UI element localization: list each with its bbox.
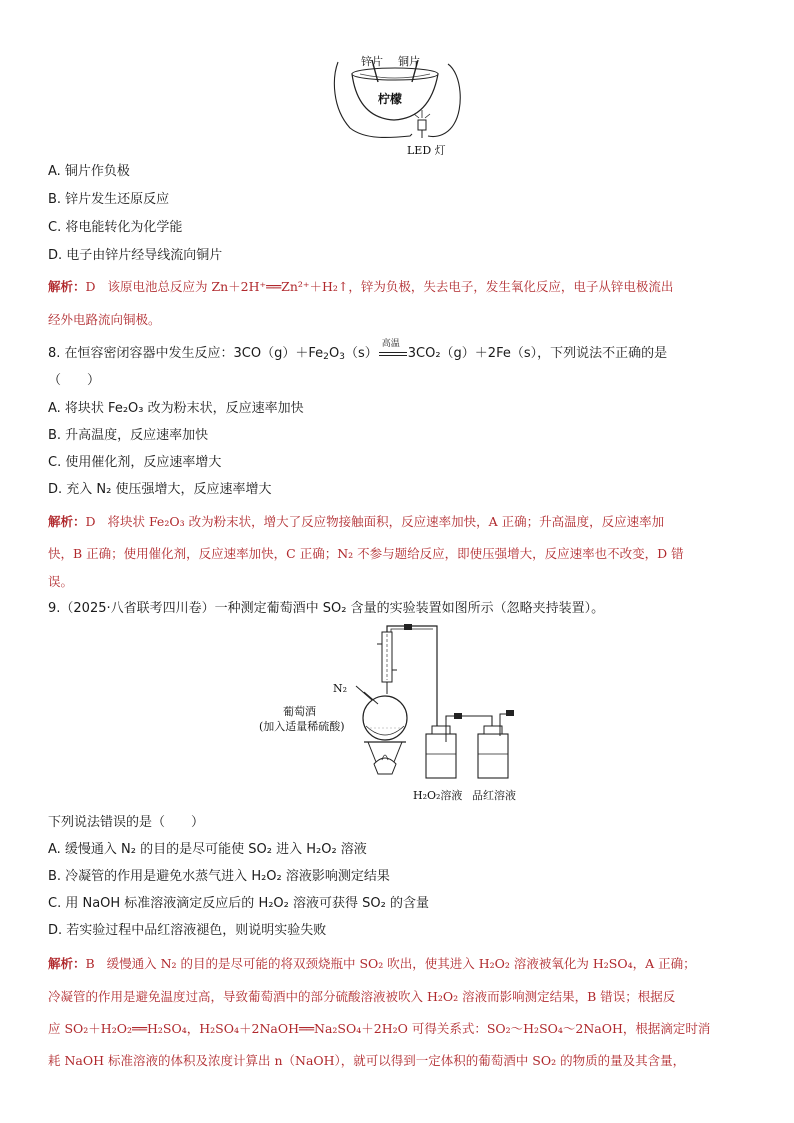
q9-analysis-line3: 应 SO₂＋H₂O₂══H₂SO₄，H₂SO₄＋2NaOH══Na₂SO₄＋2H₂O 可得关系式：SO₂～H₂SO₄～2NaOH，根据滴定时消 <box>48 1021 711 1036</box>
q7-option-d: D. 电子由锌片经导线流向铜片 <box>48 248 223 263</box>
q8-answer: D <box>85 514 96 529</box>
q7-analysis-text1: 该原电池总反应为 Zn＋2H⁺══Zn²⁺＋H₂↑，锌为负极，失去电子，发生氧化反应，电子从锌电极流出 <box>107 279 674 294</box>
q9-analysis-line1 <box>48 955 696 973</box>
q7-option-c: C. 将电能转化为化学能 <box>48 220 183 235</box>
wine-label: 葡萄酒 <box>283 705 316 718</box>
q7-option-a: A. 铜片作负极 <box>48 164 130 179</box>
q8-option-a: A. 将块状 Fe₂O₃ 改为粉末状，反应速率加快 <box>48 401 304 416</box>
q9-analysis-text1: 缓慢通入 N₂ 的目的是尽可能的将双颈烧瓶中 SO₂ 吹出，使其进入 H₂O₂ 溶液被氧化为 H₂SO₄，A 正确； <box>106 956 696 971</box>
h2o2-bottle-label: H₂O₂溶液 <box>413 789 463 802</box>
wine-note-label: (加入适量稀硫酸) <box>259 720 345 733</box>
q8-option-b: B. 升高温度，反应速率加快 <box>48 428 209 443</box>
q8-stem-mid: O <box>328 346 340 361</box>
q8-option-d: D. 充入 N₂ 使压强增大，反应速率增大 <box>48 482 272 497</box>
q8-stem-prefix: 8. 在恒容密闭容器中发生反应：3CO（g）＋Fe <box>48 346 324 361</box>
q8-analysis-line3: 误。 <box>48 574 74 589</box>
copper-label: 铜片 <box>398 55 420 68</box>
q7-option-b: B. 锌片发生还原反应 <box>48 192 170 207</box>
pinkred-bottle-label: 品红溶液 <box>472 789 516 802</box>
q7-analysis-label: 解析： <box>48 279 86 294</box>
q8-stem: 8. 在恒容密闭容器中发生反应：$3CO(g)+Fe_2O_3(s)$ 高温 3CO₂（g）＋2Fe（s），下列说法不正确的是 <box>48 345 667 363</box>
q9-option-b: B. 冷凝管的作用是避免水蒸气进入 H₂O₂ 溶液影响测定结果 <box>48 869 390 884</box>
q8-analysis-label: 解析： <box>48 514 86 529</box>
n2-label: N₂ <box>333 682 348 695</box>
lemon-label: 柠檬 <box>378 92 403 106</box>
q8-analysis-text1: 将块状 Fe₂O₃ 改为粉末状，增大了反应物接触面积，反应速率加快，A 正确；升高温度，反应速率加 <box>107 514 665 529</box>
zinc-label: 锌片 <box>361 55 383 68</box>
q9-option-d: D. 若实验过程中品红溶液褪色，则说明实验失败 <box>48 923 327 938</box>
q8-stem-after: （s） <box>344 346 378 361</box>
q7-analysis-line1 <box>48 278 673 296</box>
q8-stem-rest: 3CO₂（g）＋2Fe（s），下列说法不正确的是 <box>407 346 668 361</box>
q8-blank: （ ） <box>48 373 101 388</box>
q9-option-a: A. 缓慢通入 N₂ 的目的是尽可能使 SO₂ 进入 H₂O₂ 溶液 <box>48 842 367 857</box>
q7-answer: D <box>85 279 96 294</box>
q9-analysis-line2: 冷凝管的作用是避免温度过高，导致葡萄酒中的部分硫酸溶液被吹入 H₂O₂ 溶液而影响测定结果，B 错误；根据反 <box>48 989 676 1004</box>
q9-analysis-label: 解析： <box>48 956 86 971</box>
led-label: LED 灯 <box>407 144 446 157</box>
q9-analysis-line4: 耗 NaOH 标准溶液的体积及浓度计算出 n（NaOH），就可以得到一定体积的葡萄酒中 SO₂ 的物质的量及其含量， <box>48 1053 686 1068</box>
q9-stem: 9.（2025·八省联考四川卷）一种测定葡萄酒中 SO₂ 含量的实验装置如图所示（忽略夹持装置）。 <box>48 601 605 616</box>
q9-option-c: C. 用 NaOH 标准溶液滴定反应后的 H₂O₂ 溶液可获得 SO₂ 的含量 <box>48 896 429 911</box>
q8-option-c: C. 使用催化剂，反应速率增大 <box>48 455 222 470</box>
q8-condition-arrow <box>378 339 408 363</box>
q9-question: 下列说法错误的是（ ） <box>48 815 205 830</box>
q8-analysis-line2: 快，B 正确；使用催化剂，反应速率加快，C 正确；N₂ 不参与题给反应，即使压强增大，反应速率也不改变，D 错 <box>48 546 684 561</box>
q7-analysis-line2: 经外电路流向铜极。 <box>48 312 161 327</box>
apparatus-figure <box>322 624 532 784</box>
q8-analysis-line1 <box>48 513 664 531</box>
q8-condition: 高温 <box>381 339 400 349</box>
q9-answer: B <box>85 956 95 971</box>
